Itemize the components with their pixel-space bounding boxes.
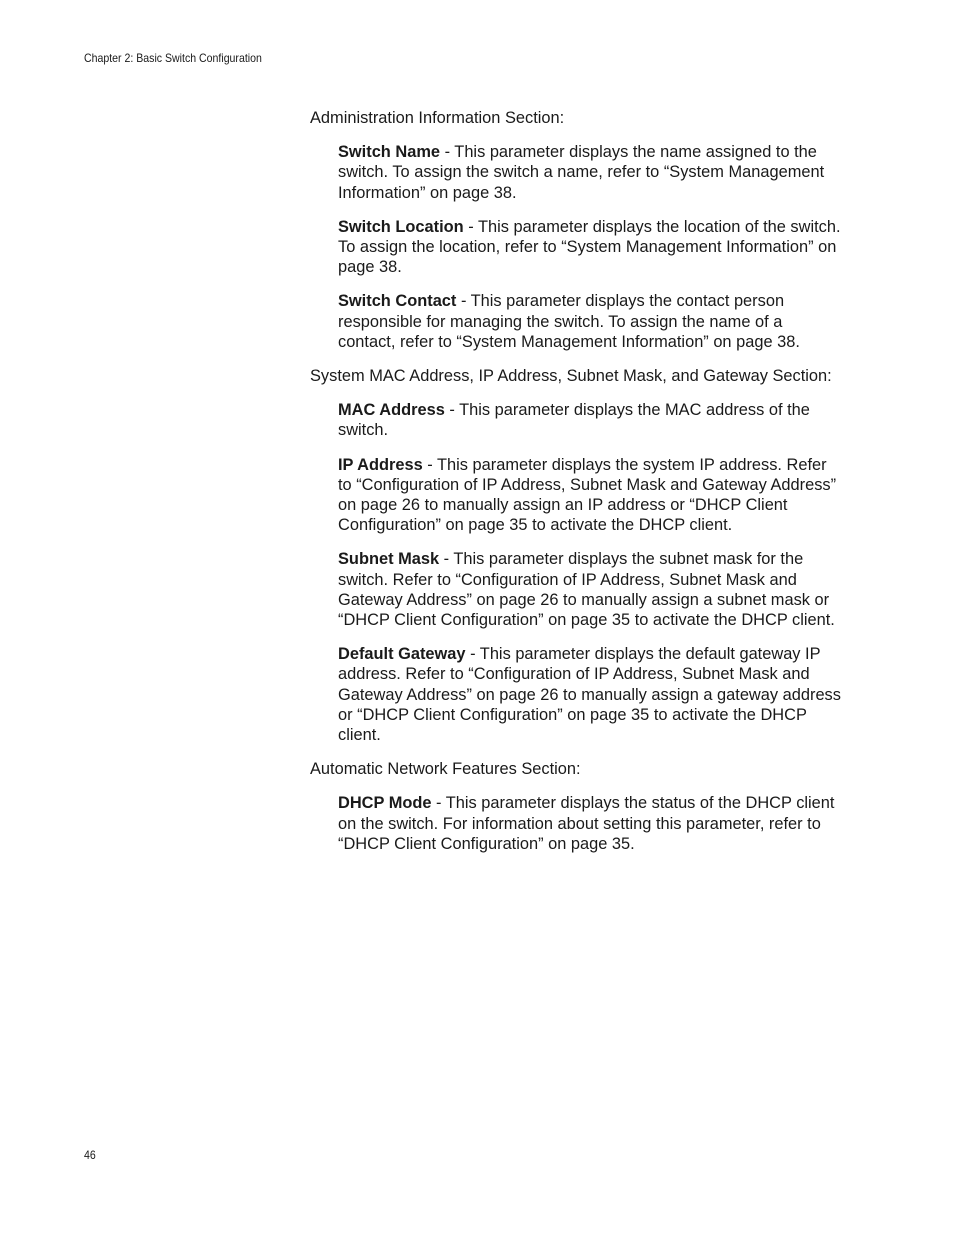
param-term: MAC Address <box>338 401 445 420</box>
param-term: Subnet Mask <box>338 550 440 569</box>
param-description: - This parameter displays the subnet mask for the switch. Refer to “Configuration of IP Address, Subnet Mask and Gateway Address” on page 26 to manually assign a subnet mask or “DHCP Client Configuration” on page 35 to activate the DHCP client. <box>338 550 835 630</box>
param-description: - This parameter displays the status of the DHCP client on the switch. For information about setting this parameter, refer to “DHCP Client Configuration” on page 35. <box>338 794 835 853</box>
param-ip-address <box>338 455 843 536</box>
section-heading-automatic-network: Automatic Network Features Section: <box>310 760 581 779</box>
param-description: - This parameter displays the system IP address. Refer to “Configuration of IP Address, Subnet Mask and Gateway Address” on page 26 to manually assign an IP address or “DHCP Client Configuration” on page 35 to activate the DHCP client. <box>338 455 837 535</box>
param-switch-name <box>338 142 843 203</box>
running-header: Chapter 2: Basic Switch Configuration <box>84 51 262 65</box>
param-subnet-mask <box>338 549 843 630</box>
param-description: - This parameter displays the MAC address of the switch. <box>338 401 810 440</box>
param-description: - This parameter displays the contact person responsible for managing the switch. To assign the name of a contact, refer to “System Management Information” on page 38. <box>338 292 800 351</box>
param-term: IP Address <box>338 455 423 474</box>
param-term: DHCP Mode <box>338 794 432 813</box>
param-switch-contact <box>338 291 843 352</box>
param-term: Switch Contact <box>338 292 457 311</box>
param-description: - This parameter displays the location of the switch. To assign the location, refer to “System Management Information” on page 38. <box>338 217 841 277</box>
page-body <box>310 108 845 868</box>
param-description: - This parameter displays the name assigned to the switch. To assign the switch a name, refer to “System Management Information” on page 38. <box>338 143 825 202</box>
param-default-gateway <box>338 644 843 745</box>
param-term: Switch Name <box>338 143 441 162</box>
param-dhcp-mode <box>338 793 843 854</box>
param-description: - This parameter displays the default gateway IP address. Refer to “Configuration of IP Address, Subnet Mask and Gateway Address” on page 26 to manually assign a gateway address or “DHCP Client Configuration” on page 35 to activate the DHCP client. <box>338 645 841 745</box>
param-switch-location <box>338 217 843 278</box>
section-heading-system-mac-ip: System MAC Address, IP Address, Subnet Mask, and Gateway Section: <box>310 367 832 386</box>
page-number: 46 <box>84 1148 96 1162</box>
param-term: Default Gateway <box>338 645 466 664</box>
param-mac-address <box>338 400 843 440</box>
param-term: Switch Location <box>338 217 464 236</box>
section-heading-administration: Administration Information Section: <box>310 109 565 127</box>
